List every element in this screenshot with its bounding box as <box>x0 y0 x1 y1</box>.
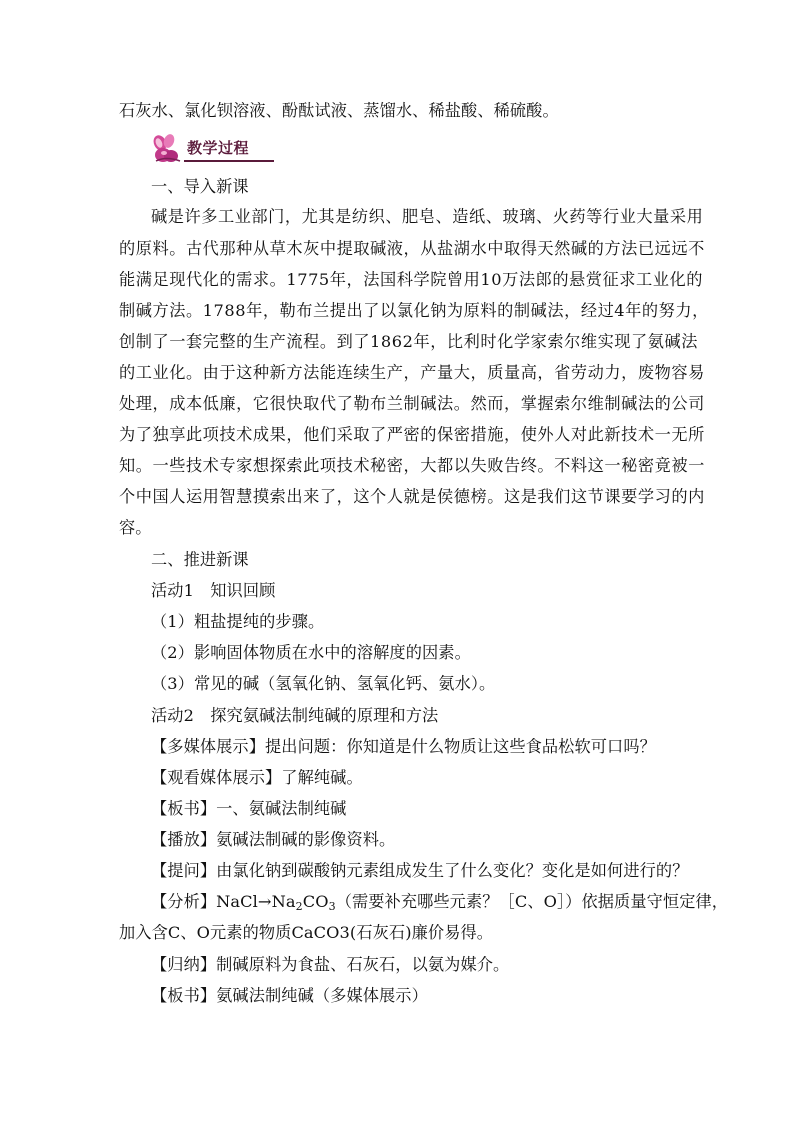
part2-heading: 二、推进新课 <box>151 550 249 569</box>
section-header <box>150 134 274 164</box>
paragraph-line: 处理，成本低廉，它很快取代了勒布兰制碱法。然而，掌握索尔维制碱法的公司 <box>119 394 705 413</box>
paragraph-line: 的工业化。由于这种新方法能连续生产，产量大，质量高，省劳动力，废物容易 <box>119 363 705 382</box>
activity1-heading: 活动1 知识回顾 <box>151 581 276 600</box>
paragraph-line: 个中国人运用智慧摸索出来了，这个人就是侯德榜。这是我们这节课要学习的内 <box>119 487 705 506</box>
analysis-text: 【分析】NaCl→Na <box>151 892 296 911</box>
board-line: 【板书】氨碱法制纯碱（多媒体展示） <box>151 986 428 1005</box>
analysis-line <box>151 892 728 917</box>
paragraph-line: 为了独享此项技术成果，他们采取了严密的保密措施，使外人对此新技术一无所 <box>119 425 705 444</box>
analysis-text: （需要补充哪些元素？［C、O］）依据质量守恒定律， <box>335 892 729 911</box>
subscript: 2 <box>295 900 303 913</box>
step-line: 【板书】一、氨碱法制纯碱 <box>151 799 347 818</box>
review-item: （1）粗盐提纯的步骤。 <box>151 612 325 631</box>
section-underline <box>184 160 274 162</box>
section-title: 教学过程 <box>187 139 250 157</box>
paragraph-line: 的原料。古代那种从草木灰中提取碱液，从盐湖水中取得天然碱的方法已远远不 <box>119 239 705 258</box>
part1-heading: 一、导入新课 <box>151 177 249 196</box>
step-line: 【多媒体展示】提出问题：你知道是什么物质让这些食品松软可口吗？ <box>151 737 656 756</box>
paragraph-line: 容。 <box>119 518 152 537</box>
review-item: （2）影响固体物质在水中的溶解度的因素。 <box>151 643 471 662</box>
paragraph-line: 碱是许多工业部门，尤其是纺织、肥皂、造纸、玻璃、火药等行业大量采用 <box>151 207 704 226</box>
activity2-heading: 活动2 探究氨碱法制纯碱的原理和方法 <box>151 706 439 725</box>
summary-line: 【归纳】制碱原料为食盐、石灰石，以氨为媒介。 <box>151 955 510 974</box>
materials-line: 石灰水、氯化钡溶液、酚酞试液、蒸馏水、稀盐酸、稀硫酸。 <box>119 101 559 120</box>
analysis-text: CO <box>302 892 329 911</box>
paragraph-line: 制碱方法。1788年，勒布兰提出了以氯化钠为原料的制碱法，经过4年的努力， <box>119 301 709 320</box>
step-line: 【观看媒体展示】了解纯碱。 <box>151 768 363 787</box>
paragraph-line: 知。一些技术专家想探索此项技术秘密，大都以失败告终。不料这一秘密竟被一 <box>119 456 705 475</box>
analysis-line: 加入含C、O元素的物质CaCO3(石灰石)廉价易得。 <box>119 923 494 942</box>
flower-icon <box>150 134 184 164</box>
review-item: （3）常见的碱（氢氧化钠、氢氧化钙、氨水）。 <box>151 674 496 693</box>
step-line: 【提问】由氯化钠到碳酸钠元素组成发生了什么变化？变化是如何进行的？ <box>151 861 689 880</box>
step-line: 【播放】氨碱法制碱的影像资料。 <box>151 830 396 849</box>
paragraph-line: 创制了一套完整的生产流程。到了1862年，比利时化学家索尔维实现了氨碱法 <box>119 332 698 351</box>
subscript: 3 <box>328 900 336 913</box>
paragraph-line: 能满足现代化的需求。1775年，法国科学院曾用10万法郎的悬赏征求工业化的 <box>119 270 703 289</box>
